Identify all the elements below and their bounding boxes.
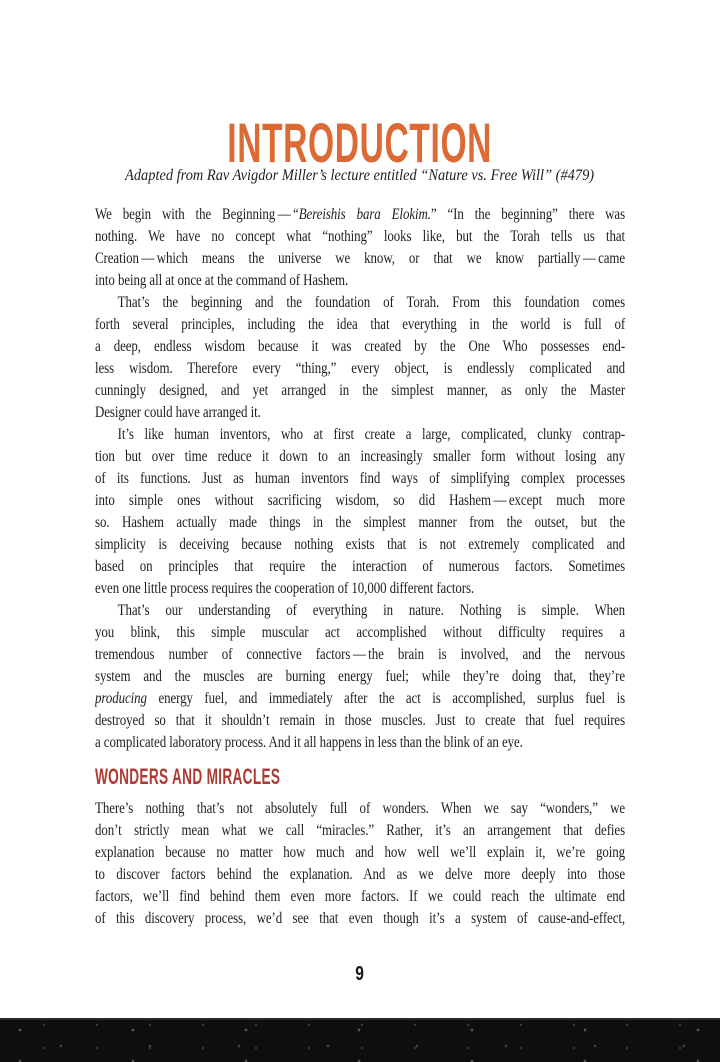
text-line: It’s like human inventors, who at first create a large, complicated, clunky contrap- bbox=[117, 426, 626, 443]
text-line: based on principles that require the interaction of numerous factors. Sometimes bbox=[95, 558, 626, 575]
text-line: That’s the beginning and the foundation of Torah. From this foundation comes bbox=[117, 294, 626, 311]
text-line: of its functions. Just as human inventors find ways of simplifying complex processes bbox=[95, 470, 626, 487]
lecture-attribution bbox=[0, 164, 720, 188]
section-heading-label: WONDERS AND MIRACLES bbox=[95, 764, 281, 789]
chapter-title-label: INTRODUCTION bbox=[227, 111, 493, 175]
paragraph bbox=[95, 424, 625, 600]
text-line: explanation because no matter how much and how well we’ll explain it, we’re going bbox=[95, 844, 626, 861]
book-edge-background bbox=[0, 1018, 720, 1062]
text-line: to discover factors behind the explanation. And as we delve more deeply into those bbox=[95, 866, 626, 883]
paragraph bbox=[95, 292, 625, 424]
paragraph bbox=[95, 204, 625, 292]
paragraph bbox=[95, 600, 625, 754]
paragraph bbox=[95, 798, 625, 930]
text-line: We begin with the Beginning — “Bereishis bara Elokim.” “In the beginning” there was bbox=[95, 206, 626, 223]
text-line: don’t strictly mean what we call “miracles.” Rather, it’s an arrangement that defies bbox=[95, 822, 626, 839]
text-line: nothing. We have no concept what “nothing” looks like, but the Torah tells us that bbox=[95, 228, 626, 245]
text-line: even one little process requires the cooperation of 10,000 different factors. bbox=[95, 580, 475, 597]
text-line: producing energy fuel, and immediately after the act is accomplished, surplus fuel is bbox=[95, 690, 626, 707]
section-heading bbox=[95, 764, 625, 790]
text-line: Designer could have arranged it. bbox=[95, 404, 261, 421]
page-number-label: 9 bbox=[355, 963, 365, 985]
text-line: a deep, endless wisdom because it was created by the One Who possesses end- bbox=[95, 338, 626, 355]
text-line: system and the muscles are burning energy fuel; while they’re doing that, they’re bbox=[95, 668, 626, 685]
page-number bbox=[0, 962, 720, 988]
text-line: There’s nothing that’s not absolutely full of wonders. When we say “wonders,” we bbox=[95, 800, 626, 817]
text-line: a complicated laboratory process. And it all happens in less than the blink of an eye. bbox=[95, 734, 523, 751]
text-line: forth several principles, including the idea that everything in the world is full of bbox=[95, 316, 626, 333]
text-line: less wisdom. Therefore every “thing,” every object, is endlessly complicated and bbox=[95, 360, 626, 377]
text-line: so. Hashem actually made things in the simplest manner from the outset, but the bbox=[95, 514, 626, 531]
text-line: tremendous number of connective factors — the brain is involved, and the nervous bbox=[95, 646, 626, 663]
text-line: cunningly designed, and yet arranged in the simplest manner, as only the Master bbox=[95, 382, 626, 399]
text-line: That’s our understanding of everything in nature. Nothing is simple. When bbox=[117, 602, 626, 619]
text-line: destroyed so that it shouldn’t remain in those muscles. Just to create that fuel requires bbox=[95, 712, 626, 729]
text-line: into being all at once at the command of Hashem. bbox=[95, 272, 349, 289]
text-line: Creation — which means the universe we know, or that we know partially — came bbox=[95, 250, 626, 267]
text-line: into simple ones without sacrificing wisdom, so did Hashem — except much more bbox=[95, 492, 626, 509]
text-line: factors, we’ll find behind them even more factors. If we could reach the ultimate end bbox=[95, 888, 626, 905]
text-line: tion but over time reduce it down to an increasingly smaller form without losing any bbox=[95, 448, 626, 465]
text-line: of this discovery process, we’d see that even though it’s a system of cause-and-effect, bbox=[95, 910, 626, 927]
text-line: simplicity is deceiving because nothing exists that is not extremely complicated and bbox=[95, 536, 626, 553]
lecture-attribution-text: Adapted from Rav Avigdor Miller’s lecture entitled “Nature vs. Free Will” (#479) bbox=[125, 167, 595, 184]
text-line: you blink, this simple muscular act accomplished without difficulty requires a bbox=[95, 624, 626, 641]
article-body bbox=[95, 204, 625, 930]
